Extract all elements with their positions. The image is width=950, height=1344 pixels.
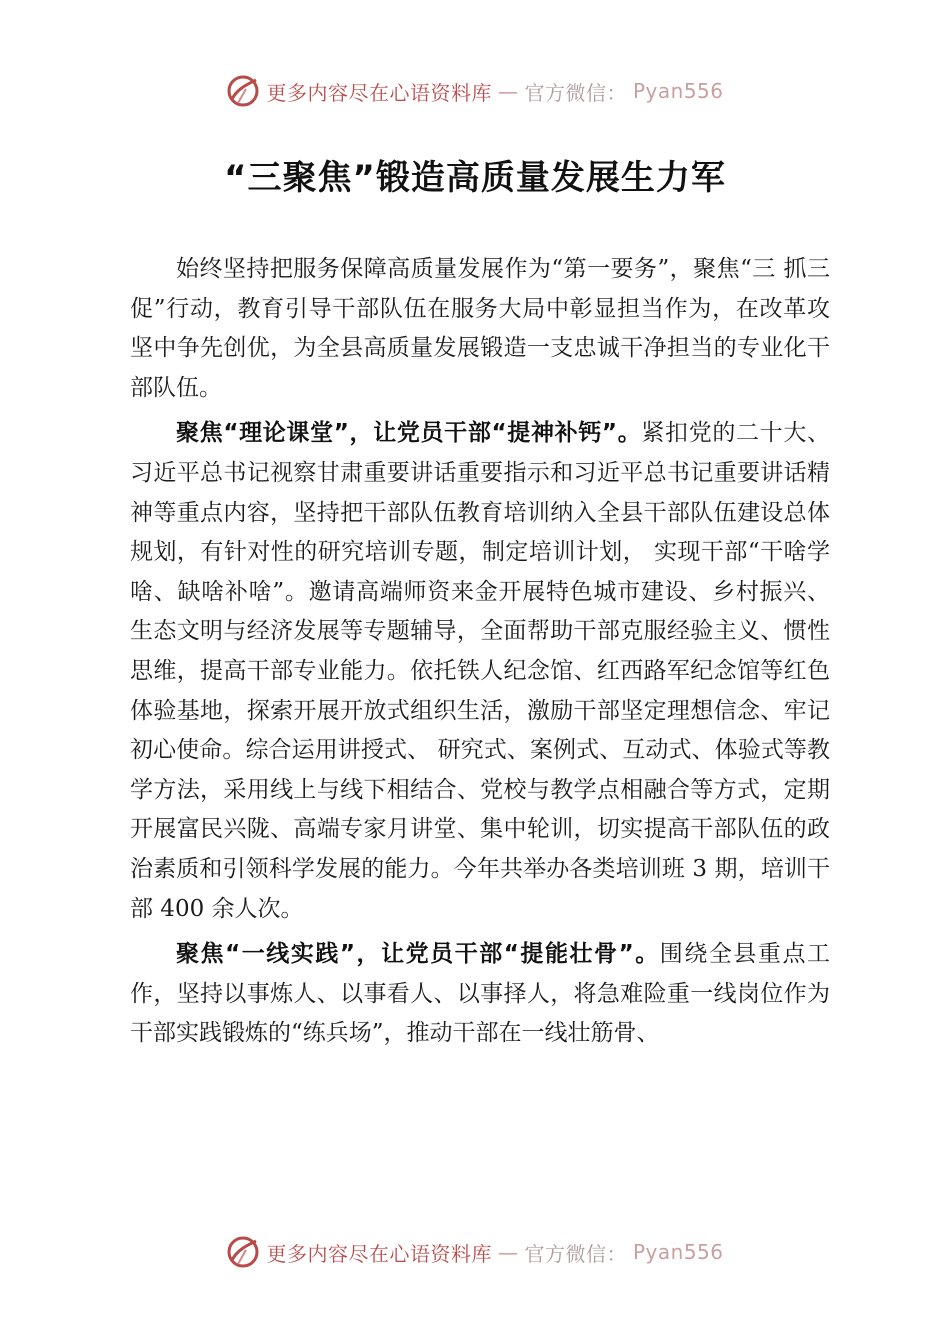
- paragraph-lead: 聚焦“一线实践”，让党员干部“提能壮骨”。: [176, 941, 660, 968]
- brand-logo-icon: [226, 74, 260, 108]
- watermark-wechat-id: Pyan556: [632, 79, 724, 103]
- watermark-brand: 更多内容尽在心语资料库: [266, 80, 492, 105]
- watermark-dash: —: [497, 79, 519, 103]
- paragraph-lead: 聚焦“理论课堂”，让党员干部“提神补钙”。: [176, 420, 642, 447]
- paragraph-text: 始终坚持把服务保障高质量发展作为“第一要务”，聚焦“三 抓三促”行动，教育引导干部队伍在服务大局中彰显担当作为，在改革攻坚中争先创优，为全县高质量发展锻造一支忠诚干净担当的专业化干部队伍。: [130, 256, 830, 401]
- paragraph-frontline-practice: [130, 935, 830, 1054]
- paragraph-text: 围绕全县重点工作，坚持以事炼人、以事看人、以事择人，将急难险重一线岗位作为干部实践锻炼的“练兵场”，推动干部在一线壮筋骨、: [130, 941, 831, 1047]
- paragraph-intro: [130, 250, 830, 408]
- watermark-wechat-label: 官方微信：: [524, 1241, 627, 1266]
- paragraph-text: 紧扣党的二十大、习近平总书记视察甘肃重要讲话重要指示和习近平总书记重要讲话精神等重点内容，坚持把干部队伍教育培训纳入全县干部队伍建设总体规划，有针对性的研究培训专题，制定培训计划， 实现干部“干啥学啥、缺啥补啥”。邀请高端师资来金开展特色城市建设、乡村振兴、生态文明与经济发展等专题辅导，全面帮助干部克服经验主义、惯性思维，提高干部专业能力。依托铁人纪念馆、红西路军纪念馆等红色体验基地，探索开展开放式组织生活，激励干部坚定理想信念、牢记初心使命。综合运用讲授式、 研究式、案例式、互动式、体验式等教学方法，采用线上与线下相结合、党校与教学点相融合等方式，定期开展富民兴陇、高端专家月讲堂、集中轮训，切实提高干部队伍的政治素质和引领科学发展的能力。今年共举办各类培训班 3 期，培训干部 400 余人次。: [130, 420, 831, 922]
- header-watermark: [0, 74, 950, 108]
- document-body: [130, 250, 830, 1060]
- watermark-brand: 更多内容尽在心语资料库: [266, 1241, 492, 1266]
- brand-logo-icon: [226, 1235, 260, 1269]
- watermark-dash: —: [497, 1240, 519, 1264]
- paragraph-theory-classroom: [130, 414, 830, 929]
- footer-watermark: [0, 1235, 950, 1269]
- document-title: “三聚焦”锻造高质量发展生力军: [224, 158, 726, 198]
- watermark-wechat-id: Pyan556: [632, 1240, 724, 1264]
- watermark-wechat-label: 官方微信：: [524, 80, 627, 105]
